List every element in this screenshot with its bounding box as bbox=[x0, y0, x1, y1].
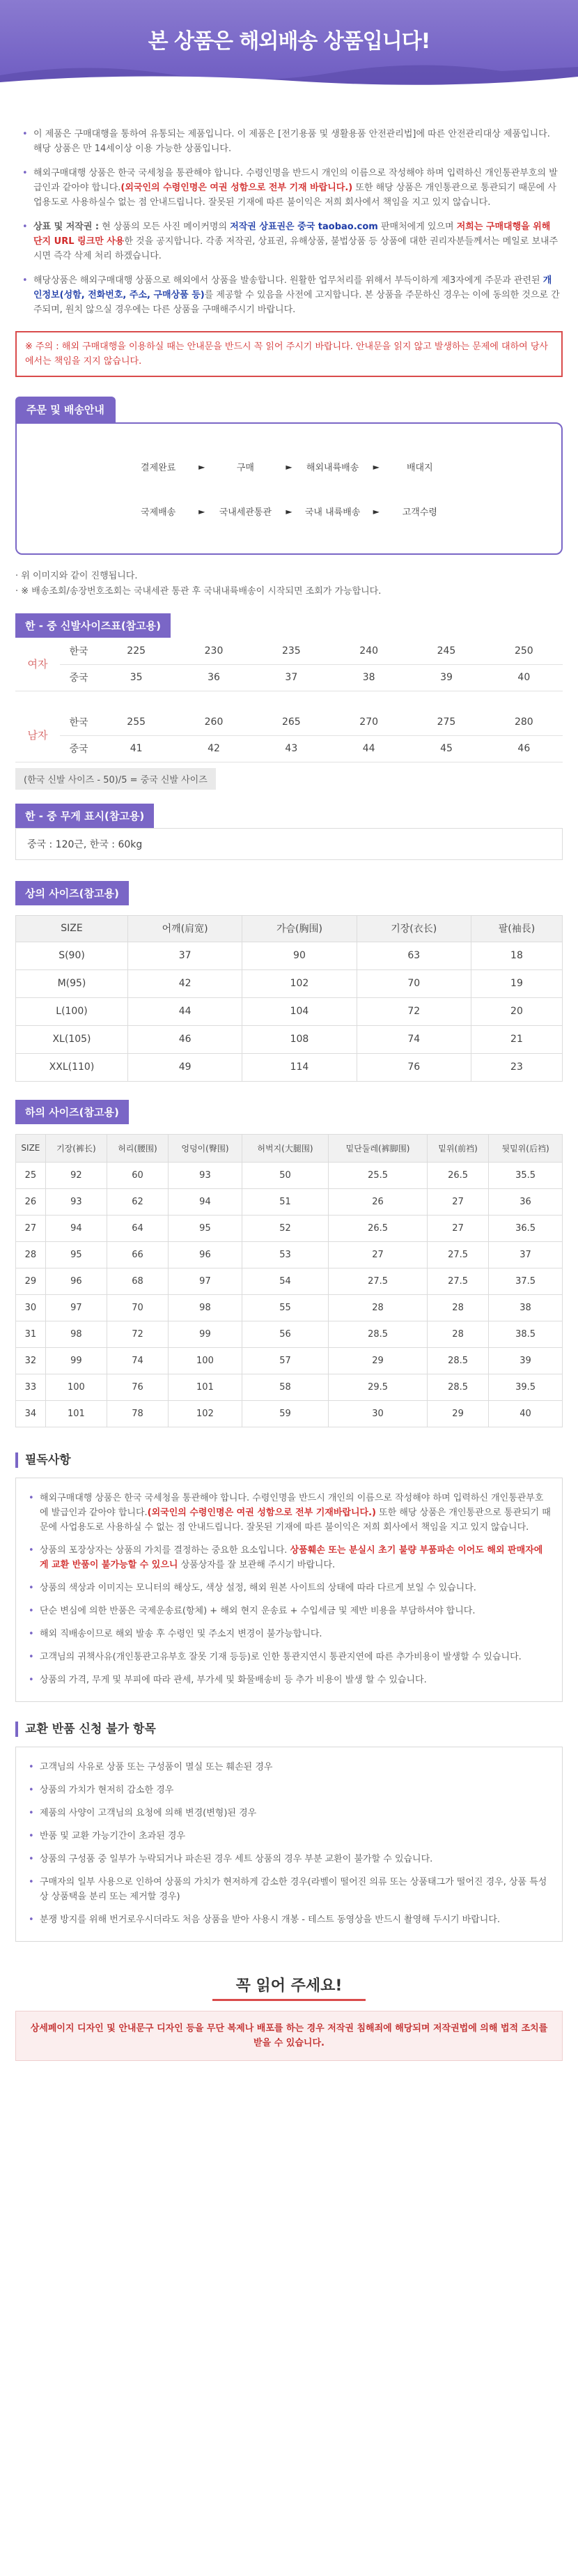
table-cell: 93 bbox=[45, 1188, 107, 1215]
size-cell: 46 bbox=[485, 735, 563, 762]
exchange-text: 고객님의 사유로 상품 또는 구성품이 멸실 또는 훼손된 경우 bbox=[40, 1761, 273, 1772]
table-cell: 28 bbox=[16, 1241, 46, 1268]
size-cell: 275 bbox=[407, 709, 485, 735]
table-cell: 53 bbox=[242, 1241, 328, 1268]
must-read-item bbox=[27, 1543, 551, 1572]
table-cell: 108 bbox=[242, 1025, 357, 1053]
table-cell: 54 bbox=[242, 1268, 328, 1294]
table-header-row bbox=[16, 1134, 563, 1162]
must-read-item bbox=[27, 1627, 551, 1641]
must-read-text: 상품의 포장상자는 상품의 가치를 결정하는 중요한 요소입니다. bbox=[40, 1544, 290, 1556]
table-cell: 101 bbox=[169, 1374, 242, 1400]
flow-arrow-icon: ► bbox=[373, 461, 380, 472]
must-read-text: 단순 변심에 의한 반품은 국제운송료(항체) + 해외 현지 운송료 + 수입세금 및 제반 비용을 부담하셔야 합니다. bbox=[40, 1605, 476, 1616]
size-cell: 35 bbox=[97, 664, 175, 691]
must-read-text: 상품의 가격, 무게 및 부피에 따라 관세, 부가세 및 화물배송비 등 추가 비용이 발생 할 수 있습니다. bbox=[40, 1674, 427, 1685]
exchange-section bbox=[15, 1722, 563, 1942]
table-cell: 38.5 bbox=[489, 1321, 563, 1347]
table-cell: 93 bbox=[169, 1162, 242, 1188]
table-cell: 64 bbox=[107, 1215, 168, 1241]
banner-decoration bbox=[0, 61, 578, 89]
table-row bbox=[16, 942, 563, 969]
table-cell: 99 bbox=[45, 1347, 107, 1374]
table-row bbox=[16, 1268, 563, 1294]
table-cell: 72 bbox=[107, 1321, 168, 1347]
table-cell: 62 bbox=[107, 1188, 168, 1215]
exchange-box bbox=[15, 1747, 563, 1942]
size-cell: 44 bbox=[330, 735, 407, 762]
table-cell: 29 bbox=[329, 1347, 428, 1374]
size-cell: 265 bbox=[253, 709, 330, 735]
table-cell: 25.5 bbox=[329, 1162, 428, 1188]
exchange-text: 반품 및 교환 가능기간이 초과된 경우 bbox=[40, 1830, 186, 1841]
table-cell: 36.5 bbox=[489, 1215, 563, 1241]
bullet-dot: • bbox=[22, 275, 28, 286]
bullet-dot: • bbox=[29, 1544, 34, 1556]
table-cell: 28.5 bbox=[428, 1347, 489, 1374]
size-cell: 45 bbox=[407, 735, 485, 762]
table-cell: 27 bbox=[329, 1241, 428, 1268]
must-read-item bbox=[27, 1491, 551, 1535]
exchange-item bbox=[27, 1875, 551, 1904]
weight-title: 한 - 중 무게 표시(참고용) bbox=[15, 804, 154, 828]
table-cell: 26 bbox=[16, 1188, 46, 1215]
table-cell: XXL(110) bbox=[16, 1053, 128, 1081]
country-label: 한국 bbox=[60, 638, 97, 664]
table-cell: 27.5 bbox=[329, 1268, 428, 1294]
intro-paragraph bbox=[18, 127, 560, 156]
table-cell: 31 bbox=[16, 1321, 46, 1347]
bullet-dot: • bbox=[29, 1761, 34, 1772]
shoe-convert-note: (한국 신발 사이즈 - 50)/5 = 중국 신발 사이즈 bbox=[15, 768, 216, 790]
intro-list bbox=[18, 127, 560, 317]
table-cell: 58 bbox=[242, 1374, 328, 1400]
table-cell: 96 bbox=[169, 1241, 242, 1268]
table-row bbox=[16, 1241, 563, 1268]
table-cell: 70 bbox=[107, 1294, 168, 1321]
table-cell: 42 bbox=[128, 969, 242, 997]
column-header: SIZE bbox=[16, 1134, 46, 1162]
column-header: 기장(衣长) bbox=[357, 915, 471, 942]
table-cell: 78 bbox=[107, 1400, 168, 1427]
column-header: 기장(裤长) bbox=[45, 1134, 107, 1162]
table-cell: 76 bbox=[107, 1374, 168, 1400]
shoe-row bbox=[15, 638, 563, 664]
table-cell: 25 bbox=[16, 1162, 46, 1188]
size-cell: 255 bbox=[97, 709, 175, 735]
table-cell: 29 bbox=[428, 1400, 489, 1427]
must-read-item bbox=[27, 1650, 551, 1664]
order-flow-box bbox=[15, 422, 563, 555]
bullet-dot: • bbox=[29, 1582, 34, 1593]
table-cell: 30 bbox=[16, 1294, 46, 1321]
table-cell: 94 bbox=[169, 1188, 242, 1215]
table-cell: 28 bbox=[428, 1321, 489, 1347]
size-cell: 38 bbox=[330, 664, 407, 691]
size-cell: 250 bbox=[485, 638, 563, 664]
table-cell: 35.5 bbox=[489, 1162, 563, 1188]
table-cell: 23 bbox=[471, 1053, 562, 1081]
bullet-dot: • bbox=[29, 1914, 34, 1925]
table-cell: 72 bbox=[357, 997, 471, 1025]
column-header: 팔(袖長) bbox=[471, 915, 562, 942]
pants-size-table bbox=[15, 1134, 563, 1427]
footer-title: 꼭 읽어 주세요! bbox=[212, 1974, 366, 2001]
table-cell: 60 bbox=[107, 1162, 168, 1188]
intro-paragraph bbox=[18, 166, 560, 210]
size-cell: 240 bbox=[330, 638, 407, 664]
table-cell: 68 bbox=[107, 1268, 168, 1294]
table-row bbox=[16, 1025, 563, 1053]
weight-text: 중국 : 120근, 한국 : 60kg bbox=[15, 828, 563, 860]
intro-paragraph bbox=[18, 220, 560, 263]
table-cell: 26.5 bbox=[329, 1215, 428, 1241]
intro-text: 해외구매대행 상품은 한국 국세청을 통관해야 합니다. 수령인명을 반드시 개인의 이름으로 작성해야 하며 입력하신 개인통관부호의 발급인과 같아야 합니다. bbox=[33, 168, 558, 193]
table-cell: 50 bbox=[242, 1162, 328, 1188]
intro-text: 또한 해당 상품은 개인통관으로 통관되기 때문에 사업용도로 사용하실수 없는 점 안내드립니다. 잘못된 기재에 따른 불이익은 저희 회사에서 책임을 지고 있지 않습니다. bbox=[33, 183, 556, 208]
shoe-row bbox=[15, 664, 563, 691]
table-cell: 30 bbox=[329, 1400, 428, 1427]
intro-paragraph bbox=[18, 273, 560, 317]
bullet-dot: • bbox=[29, 1605, 34, 1616]
flow-notes bbox=[15, 569, 563, 599]
must-read-text: 또한 해당 상품은 개인통관으로 통관되기 때문에 사업용도로 사용하실 수 없는 점 안내드립니다. 잘못된 기재에 따른 불이익은 저희 회사에서 책임을 지고 있지 않습니다. bbox=[40, 1507, 551, 1533]
banner-title: 본 상품은 해외배송 상품입니다! bbox=[148, 29, 430, 54]
column-header: 허벅지(大腿围) bbox=[242, 1134, 328, 1162]
column-header: 어깨(肩宽) bbox=[128, 915, 242, 942]
bullet-dot: • bbox=[29, 1651, 34, 1662]
must-read-text: 해외구매대행 상품은 한국 국세청을 통관해야 합니다. 수령인명을 반드시 개인의 이름으로 작성해야 하며 입력하신 개인통관부호에 발급인과 같아야 합니다. bbox=[40, 1492, 544, 1518]
flow-note-1: · 위 이미지와 같이 진행됩니다. bbox=[15, 571, 138, 581]
table-cell: 102 bbox=[242, 969, 357, 997]
intro-text: 개인정보(성함, 전화번호, 주소, 구매상품 등) bbox=[33, 275, 552, 300]
intro-text: 저작권 상표권은 중국 taobao.com bbox=[230, 222, 378, 232]
table-cell: 29.5 bbox=[329, 1374, 428, 1400]
table-cell: 28.5 bbox=[329, 1321, 428, 1347]
table-cell: 97 bbox=[45, 1294, 107, 1321]
pants-size-title: 하의 사이즈(참고용) bbox=[15, 1100, 129, 1124]
exchange-title: 교환 반품 신청 불가 항목 bbox=[15, 1722, 563, 1737]
size-cell: 225 bbox=[97, 638, 175, 664]
table-cell: 20 bbox=[471, 997, 562, 1025]
size-cell: 280 bbox=[485, 709, 563, 735]
table-cell: 76 bbox=[357, 1053, 471, 1081]
table-cell: 44 bbox=[128, 997, 242, 1025]
table-cell: 98 bbox=[169, 1294, 242, 1321]
bullet-dot: • bbox=[29, 1492, 34, 1503]
table-row bbox=[16, 1188, 563, 1215]
intro-text: 를 제공할 수 있음을 사전에 고지합니다. 본 상품을 주문하신 경우는 이에 동의한 것으로 간주되며, 원치 않으실 경우에는 다른 상품을 구매해주시기 바랍니다. bbox=[33, 290, 560, 315]
country-label: 한국 bbox=[60, 709, 97, 735]
table-cell: 74 bbox=[357, 1025, 471, 1053]
exchange-text: 제품의 사양이 고객님의 요청에 의해 변경(변형)된 경우 bbox=[40, 1807, 257, 1818]
table-row bbox=[16, 1053, 563, 1081]
shoe-size-section bbox=[15, 613, 563, 790]
table-row bbox=[16, 1162, 563, 1188]
order-flow-tab: 주문 및 배송안내 bbox=[15, 397, 116, 422]
flow-arrow-icon: ► bbox=[373, 506, 380, 516]
table-row bbox=[16, 969, 563, 997]
must-read-item bbox=[27, 1673, 551, 1687]
table-cell: XL(105) bbox=[16, 1025, 128, 1053]
size-cell: 235 bbox=[253, 638, 330, 664]
table-cell: 38 bbox=[489, 1294, 563, 1321]
flow-arrow-icon: ► bbox=[198, 506, 205, 516]
table-cell: 101 bbox=[45, 1400, 107, 1427]
table-cell: 32 bbox=[16, 1347, 46, 1374]
bullet-dot: • bbox=[29, 1830, 34, 1841]
table-cell: 95 bbox=[45, 1241, 107, 1268]
table-cell: 102 bbox=[169, 1400, 242, 1427]
bullet-dot: • bbox=[29, 1876, 34, 1887]
bullet-dot: • bbox=[29, 1853, 34, 1864]
table-row bbox=[16, 1347, 563, 1374]
must-read-item bbox=[27, 1604, 551, 1618]
flow-step: 해외내륙배송 bbox=[306, 463, 359, 473]
column-header: SIZE bbox=[16, 915, 128, 942]
table-cell: 27.5 bbox=[428, 1241, 489, 1268]
warning-box: ※ 주의 : 해외 구매대행을 이용하실 때는 안내문을 반드시 꼭 읽어 주시기 바랍니다. 안내문을 읽지 않고 발생하는 문제에 대하여 당사에서는 책임을 지지 않습니다. bbox=[15, 331, 563, 377]
table-cell: 46 bbox=[128, 1025, 242, 1053]
table-cell: 114 bbox=[242, 1053, 357, 1081]
table-cell: 98 bbox=[45, 1321, 107, 1347]
exchange-item bbox=[27, 1912, 551, 1927]
must-read-item bbox=[27, 1581, 551, 1595]
table-cell: 34 bbox=[16, 1400, 46, 1427]
table-cell: 97 bbox=[169, 1268, 242, 1294]
table-cell: 39.5 bbox=[489, 1374, 563, 1400]
flow-arrow-icon: ► bbox=[286, 461, 292, 472]
size-cell: 230 bbox=[175, 638, 252, 664]
must-read-box bbox=[15, 1478, 563, 1702]
intro-text: 이 제품은 구매대행을 통하여 유통되는 제품입니다. 이 제품은 [전기용품 및 생활용품 안전관리법]에 따른 안전관리대상 제품입니다. 해당 상품은 만 14세이상 이용 가능한 상품입니다. bbox=[33, 129, 550, 154]
table-cell: 63 bbox=[357, 942, 471, 969]
country-label: 중국 bbox=[60, 735, 97, 762]
table-cell: 96 bbox=[45, 1268, 107, 1294]
table-cell: 36 bbox=[489, 1188, 563, 1215]
intro-text: 상표 및 저작권 : bbox=[33, 222, 100, 232]
size-cell: 39 bbox=[407, 664, 485, 691]
table-cell: 26 bbox=[329, 1188, 428, 1215]
size-cell: 260 bbox=[175, 709, 252, 735]
table-gap-row bbox=[15, 691, 563, 709]
flow-step: 구매 bbox=[236, 463, 254, 473]
table-cell: 27 bbox=[428, 1215, 489, 1241]
intro-text: (외국인의 수령인명은 여권 성함으로 전부 기재 바랍니다.) bbox=[120, 183, 353, 193]
bullet-dot: • bbox=[29, 1674, 34, 1685]
shoe-size-table bbox=[15, 638, 563, 762]
must-read-title: 필독사항 bbox=[15, 1452, 563, 1468]
exchange-text: 분쟁 방지를 위해 번거로우시더라도 처음 상품을 받아 사용시 개봉 - 테스트 동영상을 반드시 촬영해 두시기 바랍니다. bbox=[40, 1914, 501, 1925]
exchange-item bbox=[27, 1829, 551, 1843]
table-cell: 27 bbox=[16, 1215, 46, 1241]
bullet-dot: • bbox=[29, 1807, 34, 1818]
table-cell: 29 bbox=[16, 1268, 46, 1294]
table-cell: 55 bbox=[242, 1294, 328, 1321]
column-header: 허리(腰围) bbox=[107, 1134, 168, 1162]
shoe-size-title: 한 - 중 신발사이즈표(참고용) bbox=[15, 613, 171, 638]
gender-label: 남자 bbox=[15, 709, 60, 762]
exchange-item bbox=[27, 1852, 551, 1866]
bullet-dot: • bbox=[29, 1628, 34, 1639]
table-cell: 27 bbox=[428, 1188, 489, 1215]
table-cell: 28.5 bbox=[428, 1374, 489, 1400]
table-cell: 92 bbox=[45, 1162, 107, 1188]
column-header: 밑단둘레(裤脚围) bbox=[329, 1134, 428, 1162]
table-row bbox=[16, 1215, 563, 1241]
table-cell: 28 bbox=[329, 1294, 428, 1321]
shoe-row bbox=[15, 735, 563, 762]
table-cell: L(100) bbox=[16, 997, 128, 1025]
flow-step: 고객수령 bbox=[402, 507, 437, 518]
flow-step: 국내 내륙배송 bbox=[304, 507, 361, 518]
exchange-text: 상품의 구성품 중 일부가 누락되거나 파손된 경우 세트 상품의 경우 부분 교환이 불가할 수 있습니다. bbox=[40, 1853, 433, 1864]
must-read-section bbox=[15, 1452, 563, 1702]
shoe-row bbox=[15, 709, 563, 735]
column-header: 뒷밑위(后裆) bbox=[489, 1134, 563, 1162]
table-cell: 40 bbox=[489, 1400, 563, 1427]
footer-notice: 상세페이지 디자인 및 안내문구 디자인 등을 무단 복제나 배포를 하는 경우 저작권 침해죄에 해당되며 저작권법에 의해 법적 조치를 받을 수 있습니다. bbox=[15, 2011, 563, 2061]
exchange-text: 구매자의 일부 사용으로 인하여 상품의 가치가 현저하게 감소한 경우(라벨이 떨어진 의류 또는 상품태그가 떨어진 경우, 상품 특성상 상품택을 분리 또는 제거할 경우) bbox=[40, 1876, 547, 1902]
overseas-banner bbox=[0, 0, 578, 89]
size-cell: 43 bbox=[253, 735, 330, 762]
table-row bbox=[16, 1400, 563, 1427]
flow-row-1 bbox=[17, 460, 561, 473]
top-size-title: 상의 사이즈(참고용) bbox=[15, 881, 129, 905]
table-row bbox=[16, 1321, 563, 1347]
flow-step: 배대지 bbox=[407, 463, 433, 473]
table-row bbox=[16, 1374, 563, 1400]
table-cell: 104 bbox=[242, 997, 357, 1025]
must-read-text: 상품의 색상과 이미지는 모니터의 해상도, 색상 설정, 해외 원본 사이트의 상태에 따라 다르게 보일 수 있습니다. bbox=[40, 1582, 476, 1593]
size-cell: 42 bbox=[175, 735, 252, 762]
table-cell: 21 bbox=[471, 1025, 562, 1053]
table-cell: 37 bbox=[489, 1241, 563, 1268]
size-cell: 41 bbox=[97, 735, 175, 762]
bullet-dot: • bbox=[22, 222, 28, 232]
table-cell: 66 bbox=[107, 1241, 168, 1268]
exchange-text: 상품의 가치가 현저히 감소한 경우 bbox=[40, 1784, 174, 1795]
table-cell: 57 bbox=[242, 1347, 328, 1374]
size-cell: 36 bbox=[175, 664, 252, 691]
column-header: 가슴(胸围) bbox=[242, 915, 357, 942]
table-cell: 90 bbox=[242, 942, 357, 969]
table-cell: 18 bbox=[471, 942, 562, 969]
table-cell: 74 bbox=[107, 1347, 168, 1374]
bullet-dot: • bbox=[22, 129, 28, 139]
exchange-item bbox=[27, 1783, 551, 1797]
intro-text: 현 상품의 모든 사진 메이커명의 bbox=[99, 222, 231, 232]
table-cell: 99 bbox=[169, 1321, 242, 1347]
weight-section bbox=[15, 804, 563, 860]
size-cell: 245 bbox=[407, 638, 485, 664]
table-cell: 19 bbox=[471, 969, 562, 997]
flow-row-2 bbox=[17, 505, 561, 518]
must-read-text: 고객님의 귀책사유(개인통관고유부호 잘못 기재 등등)로 인한 통관지연시 통관지연에 따른 추가비용이 발생할 수 있습니다. bbox=[40, 1651, 522, 1662]
exchange-item bbox=[27, 1806, 551, 1820]
table-cell: 59 bbox=[242, 1400, 328, 1427]
table-cell: 94 bbox=[45, 1215, 107, 1241]
table-row bbox=[16, 1294, 563, 1321]
intro-text: 판매처에게 있으며 bbox=[377, 222, 457, 232]
table-cell: 52 bbox=[242, 1215, 328, 1241]
table-cell: 37.5 bbox=[489, 1268, 563, 1294]
table-cell: 33 bbox=[16, 1374, 46, 1400]
table-cell: 26.5 bbox=[428, 1162, 489, 1188]
intro-text: 한 것을 공지합니다. 각종 저작권, 상표권, 유해상품, 불법상품 등 상품에 대한 권리자분들께서는 메일로 보내주시면 즉각 삭제 처리 하겠습니다. bbox=[33, 236, 559, 261]
pants-size-section bbox=[15, 1100, 563, 1427]
must-read-text: 해외 직배송이므로 해외 발송 후 수령인 및 주소지 변경이 불가능합니다. bbox=[40, 1628, 322, 1639]
table-cell: 27.5 bbox=[428, 1268, 489, 1294]
table-cell: 49 bbox=[128, 1053, 242, 1081]
flow-step: 결제완료 bbox=[141, 463, 176, 473]
top-size-section bbox=[15, 881, 563, 1082]
must-read-text: 상품훼손 또는 분실시 초기 불량 부품파손 이어도 해외 판매자에게 교환 반품이 불가능할 수 있으니 bbox=[40, 1544, 543, 1570]
column-header: 엉덩이(臀围) bbox=[169, 1134, 242, 1162]
country-label: 중국 bbox=[60, 664, 97, 691]
table-cell: 70 bbox=[357, 969, 471, 997]
intro-text: 해당상품은 해외구매대행 상품으로 해외에서 상품을 발송합니다. 원활한 업무처리를 위해서 부득이하게 제3자에게 주문과 관련된 bbox=[33, 275, 543, 286]
table-cell: 95 bbox=[169, 1215, 242, 1241]
column-header: 밑위(前裆) bbox=[428, 1134, 489, 1162]
must-read-text: (외국인의 수령인명은 여권 성함으로 전부 기재바랍니다.) bbox=[147, 1507, 376, 1518]
table-cell: 28 bbox=[428, 1294, 489, 1321]
table-header-row bbox=[16, 915, 563, 942]
gender-label: 여자 bbox=[15, 638, 60, 691]
table-cell: 37 bbox=[128, 942, 242, 969]
exchange-item bbox=[27, 1760, 551, 1774]
table-cell: S(90) bbox=[16, 942, 128, 969]
table-row bbox=[16, 997, 563, 1025]
size-cell: 270 bbox=[330, 709, 407, 735]
table-cell: M(95) bbox=[16, 969, 128, 997]
top-size-table bbox=[15, 915, 563, 1082]
bullet-dot: • bbox=[22, 168, 28, 178]
bullet-dot: • bbox=[29, 1784, 34, 1795]
must-read-text: 상품상자를 잘 보관해 주시기 바랍니다. bbox=[178, 1559, 336, 1570]
flow-step: 국내세관통관 bbox=[219, 507, 272, 518]
table-cell: 56 bbox=[242, 1321, 328, 1347]
table-cell: 100 bbox=[169, 1347, 242, 1374]
flow-step: 국제배송 bbox=[141, 507, 176, 518]
table-cell: 51 bbox=[242, 1188, 328, 1215]
flow-arrow-icon: ► bbox=[286, 506, 292, 516]
table-cell: 100 bbox=[45, 1374, 107, 1400]
flow-arrow-icon: ► bbox=[198, 461, 205, 472]
flow-note-2: · ※ 배송조회/송장번호조회는 국내세관 통관 후 국내내륙배송이 시작되면 조회가 가능합니다. bbox=[15, 586, 382, 597]
order-flow-section bbox=[15, 397, 563, 555]
size-cell: 37 bbox=[253, 664, 330, 691]
intro-text: 저희는 구매대행을 위해 단지 URL 링크만 사용 bbox=[33, 222, 551, 247]
size-cell: 40 bbox=[485, 664, 563, 691]
gap-cell bbox=[15, 691, 563, 709]
table-cell: 39 bbox=[489, 1347, 563, 1374]
